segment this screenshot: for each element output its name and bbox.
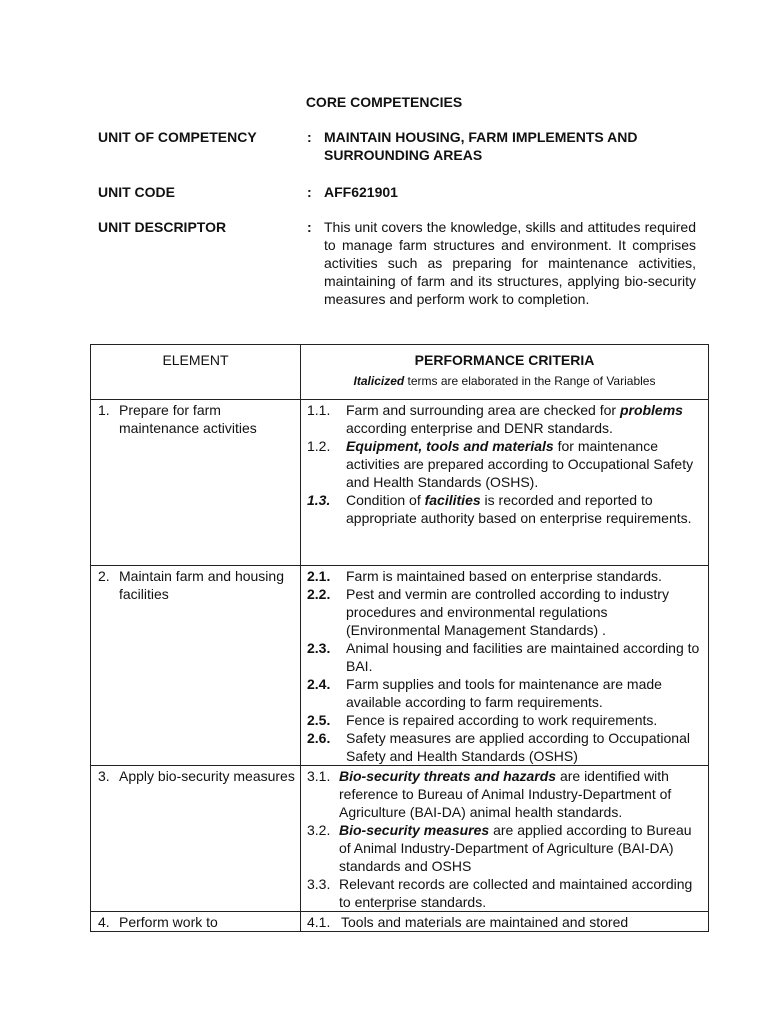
element-text: Perform work to bbox=[119, 914, 218, 930]
table-header-row bbox=[91, 345, 709, 400]
table-row bbox=[91, 400, 709, 566]
element-cell bbox=[91, 400, 301, 566]
criteria-item: 2.4. Farm supplies and tools for maintenance are made available according to farm requirements. bbox=[307, 676, 662, 710]
element-text: Apply bio-security measures bbox=[119, 768, 295, 784]
element-cell bbox=[91, 766, 301, 912]
table-row bbox=[91, 566, 709, 766]
competency-table bbox=[90, 344, 709, 932]
element-number: 2. bbox=[98, 568, 110, 584]
table-row bbox=[91, 912, 709, 932]
element-header: ELEMENT bbox=[91, 345, 301, 400]
criteria-item: 2.2. Pest and vermin are controlled according to industry procedures and environmental regulations (Environmental Management Standards) . bbox=[307, 586, 669, 638]
criteria-item: 1.1. Farm and surrounding area are checked for problems according enterprise and DENR standards. bbox=[307, 402, 683, 436]
element-cell bbox=[91, 912, 301, 932]
criteria-item: 2.3. Animal housing and facilities are maintained according to BAI. bbox=[307, 640, 700, 674]
criteria-header-title: PERFORMANCE CRITERIA bbox=[414, 352, 595, 368]
unit-of-competency-label: UNIT OF COMPETENCY bbox=[98, 129, 257, 145]
criteria-cell bbox=[301, 766, 709, 912]
criteria-item: 2.5. Fence is repaired according to work requirements. bbox=[307, 712, 658, 728]
element-text: Prepare for farm maintenance activities bbox=[119, 402, 257, 436]
criteria-item: 1.2. Equipment, tools and materials for maintenance activities are prepared according to Occupational Safety and Health Standards (OSHS). bbox=[307, 438, 694, 490]
element-number: 4. bbox=[98, 914, 110, 930]
criteria-item: 3.3. Relevant records are collected and maintained according to enterprise standards. bbox=[307, 876, 693, 910]
criteria-cell bbox=[301, 566, 709, 766]
element-number: 3. bbox=[98, 768, 110, 784]
criteria-item: 2.6. Safety measures are applied according to Occupational Safety and Health Standards (OSHS) bbox=[307, 730, 690, 764]
criteria-item: 3.2. Bio-security measures are applied according to Bureau of Animal Industry-Department of Agriculture (BAI-DA) standards and OSHS bbox=[307, 822, 692, 874]
unit-descriptor-value: This unit covers the knowledge, skills and attitudes required to manage farm structures and environment. It comprises activities such as preparing for maintenance activities, maintaining of farm and its structures, applying bio-security measures and perform work to completion. bbox=[324, 219, 696, 307]
criteria-item: 4.1. Tools and materials are maintained and stored bbox=[307, 914, 629, 930]
unit-code-label: UNIT CODE bbox=[98, 184, 175, 200]
colon: : bbox=[307, 219, 312, 235]
criteria-item: 2.1. Farm is maintained based on enterprise standards. bbox=[307, 568, 662, 584]
unit-code-value: AFF621901 bbox=[324, 184, 398, 200]
criteria-item: 1.3. Condition of facilities is recorded and reported to appropriate authority based on enterprise requirements. bbox=[307, 492, 692, 526]
unit-of-competency-value: MAINTAIN HOUSING, FARM IMPLEMENTS AND SURROUNDING AREAS bbox=[324, 129, 638, 163]
criteria-header bbox=[301, 345, 709, 400]
table-row bbox=[91, 766, 709, 912]
element-number: 1. bbox=[98, 402, 110, 418]
colon: : bbox=[307, 184, 312, 200]
page-title: CORE COMPETENCIES bbox=[305, 94, 463, 110]
colon: : bbox=[307, 129, 312, 145]
element-cell bbox=[91, 566, 301, 766]
element-text: Maintain farm and housing facilities bbox=[119, 568, 284, 602]
criteria-cell bbox=[301, 400, 709, 566]
unit-descriptor-label: UNIT DESCRIPTOR bbox=[98, 219, 227, 235]
criteria-header-note: Italicized terms are elaborated in the Range of Variables bbox=[353, 374, 656, 388]
criteria-item: 3.1. Bio-security threats and hazards are identified with reference to Bureau of Animal Industry-Department of Agriculture (BAI-DA) animal health standards. bbox=[307, 768, 672, 820]
criteria-cell bbox=[301, 912, 709, 932]
